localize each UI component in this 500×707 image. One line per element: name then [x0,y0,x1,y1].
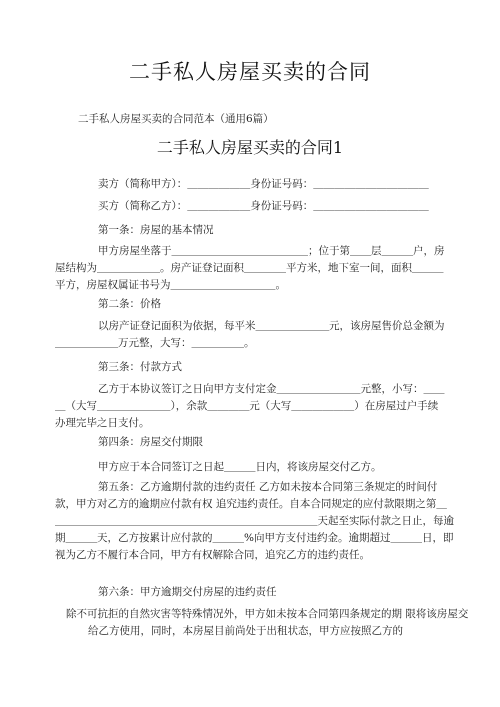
party-b-line: 买方（简称乙方）：＿＿＿＿＿＿身份证号码：＿＿＿＿＿＿＿＿＿＿＿ [98,200,429,212]
article-1-body: 甲方房屋坐落于＿＿＿＿＿＿＿＿＿＿＿＿＿；位于第＿＿层＿＿＿户，房屋结构为＿＿＿＿＿＿。房产证登记面积＿＿＿＿平方米，地下室一间，面积＿＿＿平方，房屋权属证书号为＿＿＿＿＿＿＿＿＿＿。 [55,245,445,291]
article-4-heading: 第四条：房屋交付期限 [98,436,203,448]
article-2-body: 以房产证登记面积为依据，每平米＿＿＿＿＿＿＿元，该房屋售价总金额为＿＿＿＿＿＿万元整，大写：＿＿＿＿＿。 [55,320,445,349]
template-note: 二手私人房屋买卖的合同范本（通用6篇） [78,113,274,125]
article-3-heading: 第三条：付款方式 [98,361,182,373]
document-title: 二手私人房屋买卖的合同 [129,60,371,84]
article-5-body: 第五条：乙方逾期付款的违约责任 乙方如未按本合同第三条规定的时间付款，甲方对乙方的逾期应付款有权 追究违约责任。自本合同规定的应付款限期之第＿＿＿＿＿＿＿＿＿＿＿＿＿＿＿＿＿＿＿＿＿＿＿＿＿＿天起至实际付款之日止，每逾期＿＿＿天，乙方按累计应付款的＿＿＿%向甲方支付违约金。逾期超过＿＿＿日，即视为乙方不履行本合同，甲方有权解除合同，追究乙方的违约责任。 [55,481,454,561]
article-3-body: 乙方于本协议签订之日向甲方支付定金＿＿＿＿＿＿＿＿元整，小写：＿＿＿（大写＿＿＿＿＿＿＿），余款＿＿＿＿元（大写＿＿＿＿＿＿）在房屋过户手续办理完毕之日支付。 [55,383,445,429]
article-1-heading: 第一条：房屋的基本情况 [98,224,214,236]
article-4-body: 甲方应于本合同签订之日起＿＿＿日内，将该房屋交付乙方。 [98,461,382,473]
article-2-heading: 第二条：价格 [98,298,161,310]
contract-title: 二手私人房屋买卖的合同1 [156,138,344,157]
party-a-line: 卖方（简称甲方）：＿＿＿＿＿＿身份证号码：＿＿＿＿＿＿＿＿＿＿＿ [98,178,429,190]
article-6-heading: 第六条：甲方逾期交付房屋的违约责任 [98,586,277,598]
article-6-body: 除不可抗拒的自然灾害等特殊情况外，甲方如未按本合同第四条规定的期 限将该房屋交给乙方使用，同时，本房屋目前尚处于出租状态，甲方应按照乙方的 [66,608,469,637]
